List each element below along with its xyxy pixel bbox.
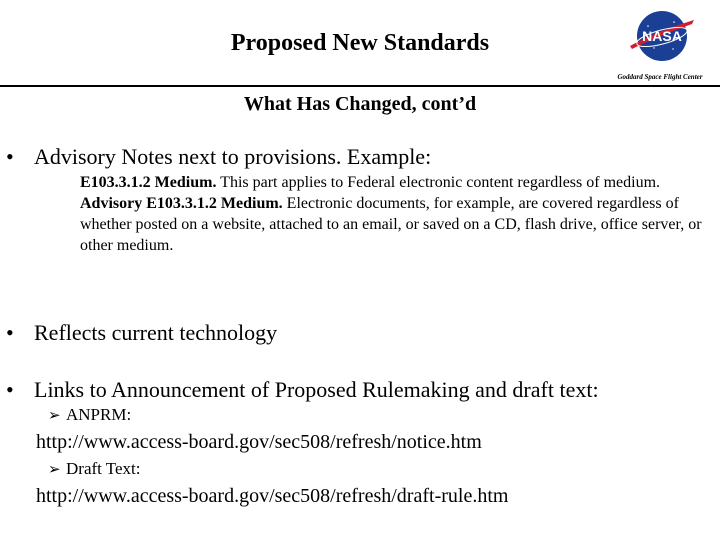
bullet-text: Reflects current technology bbox=[34, 320, 278, 345]
example-block bbox=[80, 172, 716, 256]
sub-item-label: Draft Text: bbox=[66, 459, 141, 478]
provision-label: E103.3.1.2 Medium. bbox=[80, 174, 217, 191]
provision-text: This part applies to Federal electronic content regardless of medium. bbox=[216, 174, 661, 191]
advisory-text: Electronic documents, for example, are covered regardless of whether posted on a website, attached to an email, or saved on a CD, flash drive, office server, or other medium. bbox=[80, 195, 702, 254]
advisory-label: Advisory E103.3.1.2 Medium. bbox=[80, 195, 283, 212]
center-name: Goddard Space Flight Center bbox=[617, 73, 703, 81]
nasa-logo-icon bbox=[628, 10, 696, 62]
bullet-text: Advisory Notes next to provisions. Example: bbox=[34, 144, 432, 169]
bullet-text: Links to Announcement of Proposed Rulemaking and draft text: bbox=[34, 377, 599, 402]
sub-item-draft-text bbox=[48, 458, 141, 480]
link-anprm[interactable]: http://www.access-board.gov/sec508/refresh/notice.htm bbox=[36, 431, 482, 453]
bullet-advisory-notes bbox=[6, 144, 431, 170]
sub-item-anprm bbox=[48, 404, 131, 426]
bullet-marker: • bbox=[6, 320, 14, 345]
slide-subtitle: What Has Changed, cont’d bbox=[243, 93, 477, 115]
nasa-logo-text: NASA bbox=[642, 28, 682, 44]
bullet-current-technology bbox=[6, 320, 277, 346]
bullet-marker: • bbox=[6, 377, 14, 402]
sub-item-label: ANPRM: bbox=[66, 405, 132, 424]
arrow-icon: ➢ bbox=[48, 406, 61, 424]
link-draft-text[interactable]: http://www.access-board.gov/sec508/refresh/draft-rule.htm bbox=[36, 485, 509, 507]
bullet-marker: • bbox=[6, 144, 14, 169]
header-divider bbox=[0, 85, 720, 87]
arrow-icon: ➢ bbox=[48, 460, 61, 478]
slide-title: Proposed New Standards bbox=[230, 30, 490, 56]
bullet-links bbox=[6, 377, 599, 403]
